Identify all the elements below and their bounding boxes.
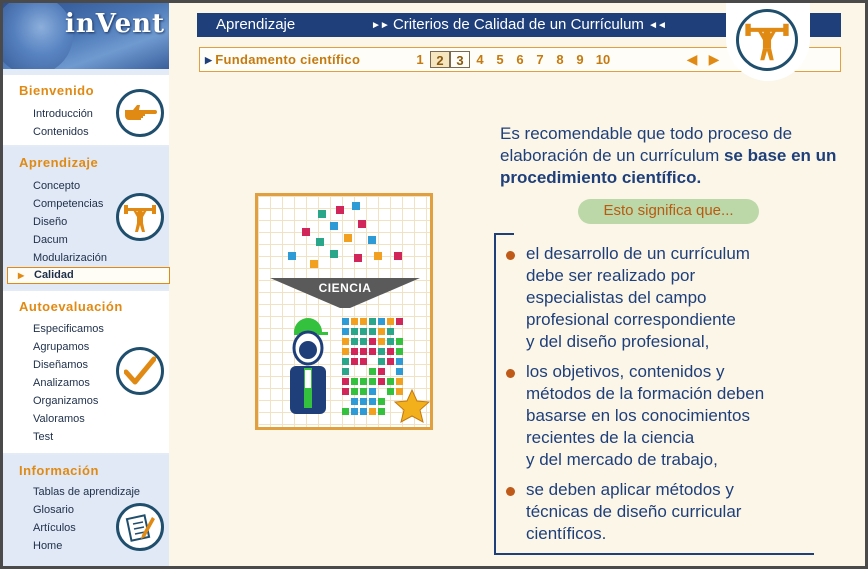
mosaic-square: [342, 348, 349, 355]
sidebar-item-introduccion[interactable]: Introducción: [33, 108, 93, 120]
mosaic-square: [351, 328, 358, 335]
main-content: [197, 109, 847, 569]
section-autoevaluacion: [3, 291, 169, 453]
mosaic-square: [351, 318, 358, 325]
page-link-4[interactable]: 4: [476, 52, 484, 67]
bullet-text: el desarrollo de un currículum debe ser realizado por especialistas del campo profesional correspondiente y del diseño profesional,: [526, 244, 750, 351]
title-suffix-arrows: ◄◄: [648, 20, 666, 31]
page-link-1[interactable]: 1: [416, 52, 424, 67]
mosaic-square: [396, 358, 403, 365]
title-prefix-arrows: ►►: [371, 20, 389, 31]
page-link-2[interactable]: 2: [430, 51, 450, 68]
mosaic-square: [360, 318, 367, 325]
mosaic-square: [378, 318, 385, 325]
mosaic-square: [360, 378, 367, 385]
mosaic-square: [360, 408, 367, 415]
mosaic-square: [396, 378, 403, 385]
mosaic-square: [342, 408, 349, 415]
sidebar-item-analizamos[interactable]: Analizamos: [33, 377, 90, 389]
sidebar-item-disenamos[interactable]: Diseñamos: [33, 359, 89, 371]
mosaic-square: [387, 328, 394, 335]
checkmark-icon: [116, 347, 164, 395]
ciencia-funnel: [270, 278, 420, 308]
mosaic-square: [387, 338, 394, 345]
sidebar-item-especificamos[interactable]: Especificamos: [33, 323, 104, 335]
logo[interactable]: [3, 3, 169, 69]
mosaic-square: [351, 338, 358, 345]
mosaic-square: [360, 358, 367, 365]
mosaic-square: [378, 398, 385, 405]
page-title: [371, 16, 666, 33]
bullets-box: [494, 233, 814, 555]
section-informacion: [3, 455, 169, 566]
section-title: Información: [19, 463, 99, 478]
pointing-hand-icon: [116, 89, 164, 137]
prev-page-button[interactable]: ◀: [686, 51, 698, 67]
mosaic-square: [342, 338, 349, 345]
sidebar-item-articulos[interactable]: Artículos: [33, 522, 76, 534]
page-link-3[interactable]: 3: [450, 51, 470, 68]
bullet-dot: [506, 251, 515, 260]
pagination: [410, 51, 616, 68]
mosaic-square: [342, 378, 349, 385]
sidebar-item-tablas[interactable]: Tablas de aprendizaje: [33, 486, 141, 498]
page-link-8[interactable]: 8: [556, 52, 564, 67]
mosaic-square: [387, 318, 394, 325]
mosaic-square: [378, 368, 385, 375]
mosaic-square: [378, 328, 385, 335]
subtitle-text: Fundamento científico: [215, 52, 361, 67]
sidebar-item-competencias[interactable]: Competencias: [33, 198, 104, 210]
notepad-pencil-icon: [116, 503, 164, 551]
mosaic-square: [369, 398, 376, 405]
ciencia-label: CIENCIA: [318, 281, 372, 295]
mosaic-square: [387, 378, 394, 385]
mosaic-square: [351, 398, 358, 405]
mosaic-square: [396, 338, 403, 345]
intro-bold: se base en un procedimiento científico.: [500, 146, 837, 187]
mosaic-square: [369, 368, 376, 375]
sidebar-item-concepto[interactable]: Concepto: [33, 180, 81, 192]
page-link-9[interactable]: 9: [576, 52, 584, 67]
page-link-5[interactable]: 5: [496, 52, 504, 67]
page-arrows: [684, 51, 722, 68]
mosaic-square: [378, 378, 385, 385]
intro-plain: Es recomendable que todo proceso de elaboración de un currículum: [500, 124, 793, 165]
sidebar-item-test[interactable]: Test: [33, 431, 54, 443]
section-heading: Aprendizaje: [216, 16, 296, 33]
mosaic-square: [342, 388, 349, 395]
bullet-text: se deben aplicar métodos y técnicas de diseño curricular científicos.: [526, 480, 742, 543]
page-link-6[interactable]: 6: [516, 52, 524, 67]
mosaic-square: [351, 388, 358, 395]
logo-text: inVent: [65, 9, 166, 39]
bullet-dot: [506, 369, 515, 378]
mosaic-square: [387, 358, 394, 365]
section-title: Bienvenido: [19, 83, 95, 98]
mosaic-square: [342, 368, 349, 375]
sidebar-item-home[interactable]: Home: [33, 540, 63, 552]
mosaic-square: [360, 338, 367, 345]
mosaic-square: [396, 348, 403, 355]
sidebar-item-dacum[interactable]: Dacum: [33, 234, 68, 246]
next-page-button[interactable]: ▶: [708, 51, 720, 67]
mosaic-square: [369, 378, 376, 385]
mosaic-square: [351, 378, 358, 385]
scientist-star-icon: [258, 308, 430, 428]
sidebar-item-diseno[interactable]: Diseño: [33, 216, 68, 228]
mosaic-square: [351, 358, 358, 365]
sidebar-item-calidad[interactable]: ▶ Calidad: [7, 267, 170, 284]
bullet-dot: [506, 487, 515, 496]
mosaic-square: [342, 358, 349, 365]
mosaic-square: [378, 358, 385, 365]
page-link-10[interactable]: 10: [595, 52, 611, 67]
globe-graphic: [3, 3, 73, 69]
sidebar-item-valoramos[interactable]: Valoramos: [33, 413, 85, 425]
mosaic-square: [351, 408, 358, 415]
mosaic-square: [369, 408, 376, 415]
sidebar-item-glosario[interactable]: Glosario: [33, 504, 74, 516]
mosaic-square: [369, 318, 376, 325]
mosaic-square: [351, 348, 358, 355]
mosaic-square: [360, 348, 367, 355]
mosaic-square: [360, 398, 367, 405]
weightlifter-icon: [116, 193, 164, 241]
intro-paragraph: [500, 123, 840, 189]
weightlifter-icon: [736, 9, 798, 71]
sidebar-item-organizamos[interactable]: Organizamos: [33, 395, 99, 407]
page-title-text: Criterios de Calidad de un Currículum: [392, 16, 644, 33]
mosaic-square: [369, 328, 376, 335]
mosaic-square: [378, 348, 385, 355]
mosaic-square: [369, 388, 376, 395]
mosaic-square: [396, 388, 403, 395]
mosaic-square: [387, 388, 394, 395]
sidebar-item-modularizacion[interactable]: Modularización: [33, 252, 107, 264]
science-illustration: [255, 193, 433, 430]
meaning-pill: Esto significa que...: [578, 199, 759, 224]
sidebar: [3, 3, 169, 566]
bullet-text: los objetivos, contenidos y métodos de la formación deben basarse en los conocimientos recientes de la ciencia y del mercado de trabajo,: [526, 362, 765, 469]
section-aprendizaje: [3, 147, 169, 289]
section-bienvenido: [3, 75, 169, 145]
mosaic-square: [396, 368, 403, 375]
mosaic-square: [360, 328, 367, 335]
mosaic-square: [387, 348, 394, 355]
mosaic-square: [378, 408, 385, 415]
mosaic-square: [369, 348, 376, 355]
mosaic-square: [369, 338, 376, 345]
mosaic-square: [396, 318, 403, 325]
mosaic-square: [342, 328, 349, 335]
section-title: Aprendizaje: [19, 155, 99, 170]
subtitle: [205, 52, 360, 67]
page-link-7[interactable]: 7: [536, 52, 544, 67]
sidebar-item-agrupamos[interactable]: Agrupamos: [33, 341, 90, 353]
play-triangle-icon: ▶: [205, 55, 213, 65]
mosaic-square: [360, 388, 367, 395]
mosaic-square: [378, 338, 385, 345]
sidebar-item-contenidos[interactable]: Contenidos: [33, 126, 89, 138]
section-title: Autoevaluación: [19, 299, 123, 314]
mosaic-square: [342, 318, 349, 325]
